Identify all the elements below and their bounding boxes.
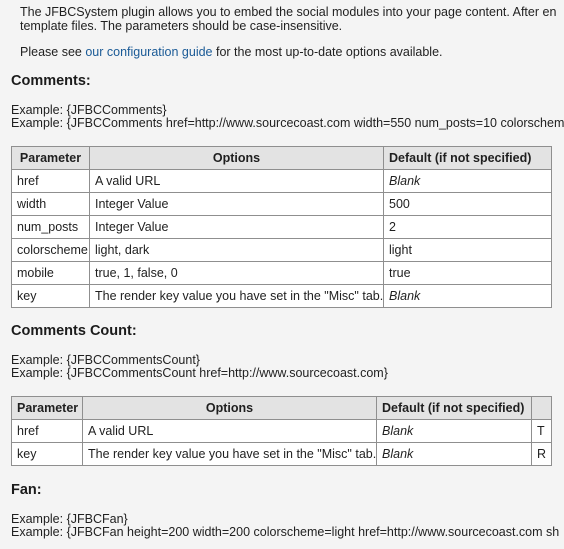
comments-count-example-1: Example: {JFBCCommentsCount} — [11, 353, 200, 367]
default-cell: light — [384, 239, 552, 262]
table-row — [12, 420, 552, 443]
table-header-row — [12, 397, 552, 420]
parameter-cell: key — [12, 443, 83, 466]
default-cell: Blank — [377, 443, 532, 466]
table-row — [12, 239, 552, 262]
extra-cell: R — [532, 443, 552, 466]
column-header-options: Options — [83, 397, 377, 420]
default-cell: Blank — [377, 420, 532, 443]
fan-heading: Fan: — [11, 482, 42, 498]
parameter-cell: href — [12, 420, 83, 443]
options-cell: Integer Value — [90, 193, 384, 216]
parameter-cell: num_posts — [12, 216, 90, 239]
default-cell: 2 — [384, 216, 552, 239]
default-cell: Blank — [384, 285, 552, 308]
configuration-guide-link[interactable]: our configuration guide — [85, 45, 213, 59]
comments-count-parameters-table — [11, 396, 552, 466]
column-header-extra — [532, 397, 552, 420]
table-row — [12, 285, 552, 308]
column-header-default: Default (if not specified) — [384, 147, 552, 170]
guide-suffix: for the most up-to-date options available. — [212, 45, 443, 59]
table-row — [12, 193, 552, 216]
default-cell: Blank — [384, 170, 552, 193]
options-cell: The render key value you have set in the "Misc" tab. — [90, 285, 384, 308]
fan-example-2: Example: {JFBCFan height=200 width=200 colorscheme=light href=http://www.sourcecoast.com sh — [11, 525, 560, 539]
column-header-default: Default (if not specified) — [377, 397, 532, 420]
parameter-cell: width — [12, 193, 90, 216]
options-cell: A valid URL — [83, 420, 377, 443]
default-cell: true — [384, 262, 552, 285]
comments-example-1: Example: {JFBCComments} — [11, 103, 167, 117]
table-row — [12, 170, 552, 193]
comments-count-heading: Comments Count: — [11, 323, 137, 339]
guide-prefix: Please see — [20, 45, 86, 59]
options-cell: A valid URL — [90, 170, 384, 193]
intro-line-2: template files. The parameters should be case-insensitive. — [20, 19, 343, 33]
comments-parameters-table — [11, 146, 552, 308]
comments-examples — [11, 104, 564, 130]
comments-example-2: Example: {JFBCComments href=http://www.sourcecoast.com width=550 num_posts=10 colorschem — [11, 116, 564, 130]
table-header-row — [12, 147, 552, 170]
options-cell: light, dark — [90, 239, 384, 262]
fan-example-1: Example: {JFBCFan} — [11, 512, 128, 526]
comments-heading: Comments: — [11, 73, 91, 89]
table-row — [12, 262, 552, 285]
column-header-parameter: Parameter — [12, 147, 90, 170]
column-header-parameter: Parameter — [12, 397, 83, 420]
options-cell: true, 1, false, 0 — [90, 262, 384, 285]
options-cell: The render key value you have set in the "Misc" tab. — [83, 443, 377, 466]
default-cell: 500 — [384, 193, 552, 216]
parameter-cell: href — [12, 170, 90, 193]
column-header-options: Options — [90, 147, 384, 170]
configuration-guide-paragraph — [20, 45, 443, 59]
parameter-cell: colorscheme — [12, 239, 90, 262]
fan-examples — [11, 513, 559, 539]
parameter-cell: key — [12, 285, 90, 308]
options-cell: Integer Value — [90, 216, 384, 239]
comments-count-example-2: Example: {JFBCCommentsCount href=http://www.sourcecoast.com} — [11, 366, 388, 380]
intro-paragraph — [20, 5, 556, 33]
extra-cell: T — [532, 420, 552, 443]
table-row — [12, 216, 552, 239]
parameter-cell: mobile — [12, 262, 90, 285]
table-row — [12, 443, 552, 466]
intro-line-1: The JFBCSystem plugin allows you to embed the social modules into your page content. After en — [20, 5, 557, 19]
comments-count-examples — [11, 354, 388, 380]
